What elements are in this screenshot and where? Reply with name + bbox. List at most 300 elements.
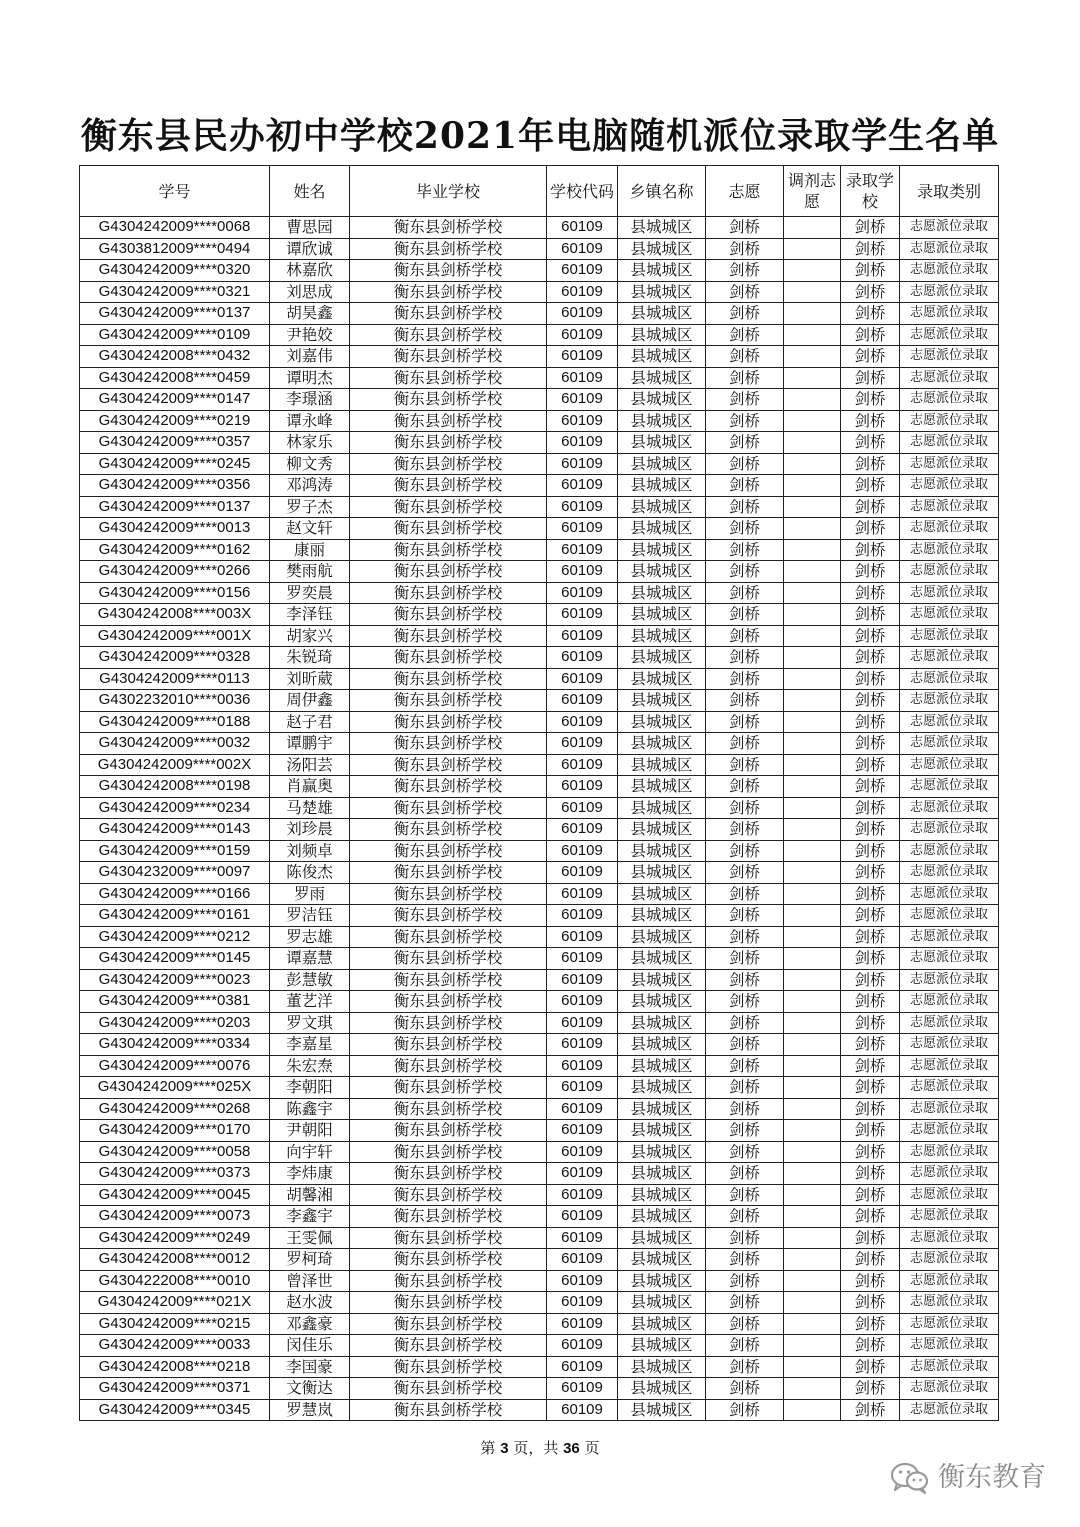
adjusted-preference-cell — [784, 862, 841, 884]
graduated-school-cell: 衡东县剑桥学校 — [350, 582, 547, 604]
admission-type-cell: 志愿派位录取 — [900, 883, 999, 905]
school-code-cell: 60109 — [547, 238, 618, 260]
student-name-cell: 刘昕葳 — [270, 668, 350, 690]
adjusted-preference-cell — [784, 238, 841, 260]
admission-type-cell: 志愿派位录取 — [900, 260, 999, 282]
student-id-cell: G4304242009****0212 — [80, 926, 270, 948]
school-code-cell: 60109 — [547, 453, 618, 475]
town-cell: 县城城区 — [618, 561, 706, 583]
town-cell: 县城城区 — [618, 948, 706, 970]
admission-type-cell: 志愿派位录取 — [900, 1378, 999, 1400]
admitted-school-cell: 剑桥 — [841, 1077, 900, 1099]
student-id-cell: G4304242009****0137 — [80, 496, 270, 518]
student-id-cell: G4303812009****0494 — [80, 238, 270, 260]
town-cell: 县城城区 — [618, 1098, 706, 1120]
graduated-school-cell: 衡东县剑桥学校 — [350, 1378, 547, 1400]
admitted-school-cell: 剑桥 — [841, 668, 900, 690]
admission-type-cell: 志愿派位录取 — [900, 1055, 999, 1077]
town-cell: 县城城区 — [618, 1034, 706, 1056]
town-cell: 县城城区 — [618, 797, 706, 819]
student-name-cell: 樊雨航 — [270, 561, 350, 583]
student-id-cell: G4304242009****0321 — [80, 281, 270, 303]
graduated-school-cell: 衡东县剑桥学校 — [350, 754, 547, 776]
admission-type-cell: 志愿派位录取 — [900, 1270, 999, 1292]
admitted-school-cell: 剑桥 — [841, 1335, 900, 1357]
graduated-school-cell: 衡东县剑桥学校 — [350, 711, 547, 733]
adjusted-preference-cell — [784, 668, 841, 690]
admission-table — [79, 165, 999, 1421]
student-name-cell: 肖赢奥 — [270, 776, 350, 798]
table-row — [80, 260, 999, 282]
preference-cell: 剑桥 — [706, 840, 784, 862]
graduated-school-cell: 衡东县剑桥学校 — [350, 1270, 547, 1292]
admission-type-cell: 志愿派位录取 — [900, 1098, 999, 1120]
table-row — [80, 948, 999, 970]
school-code-cell: 60109 — [547, 840, 618, 862]
admitted-school-cell: 剑桥 — [841, 496, 900, 518]
student-id-cell: G4304242009****0147 — [80, 389, 270, 411]
school-code-cell: 60109 — [547, 797, 618, 819]
preference-cell: 剑桥 — [706, 1249, 784, 1271]
town-cell: 县城城区 — [618, 862, 706, 884]
student-name-cell: 胡家兴 — [270, 625, 350, 647]
table-row — [80, 539, 999, 561]
student-name-cell: 谭嘉慧 — [270, 948, 350, 970]
column-header-school-code: 学校代码 — [547, 166, 618, 217]
student-name-cell: 朱锐琦 — [270, 647, 350, 669]
admission-type-cell: 志愿派位录取 — [900, 647, 999, 669]
admission-type-cell: 志愿派位录取 — [900, 969, 999, 991]
table-row — [80, 926, 999, 948]
student-name-cell: 罗洁钰 — [270, 905, 350, 927]
table-row — [80, 625, 999, 647]
school-code-cell: 60109 — [547, 668, 618, 690]
admission-type-cell: 志愿派位录取 — [900, 432, 999, 454]
admission-type-cell: 志愿派位录取 — [900, 518, 999, 540]
school-code-cell: 60109 — [547, 582, 618, 604]
student-id-cell: G4304242009****0076 — [80, 1055, 270, 1077]
admitted-school-cell: 剑桥 — [841, 625, 900, 647]
student-name-cell: 胡馨湘 — [270, 1184, 350, 1206]
student-id-cell: G4304242009****0159 — [80, 840, 270, 862]
adjusted-preference-cell — [784, 539, 841, 561]
graduated-school-cell: 衡东县剑桥学校 — [350, 1077, 547, 1099]
table-row — [80, 711, 999, 733]
admission-type-cell: 志愿派位录取 — [900, 1399, 999, 1421]
table-row — [80, 1399, 999, 1421]
school-code-cell: 60109 — [547, 776, 618, 798]
adjusted-preference-cell — [784, 1313, 841, 1335]
adjusted-preference-cell — [784, 518, 841, 540]
admission-type-cell: 志愿派位录取 — [900, 1077, 999, 1099]
preference-cell: 剑桥 — [706, 1335, 784, 1357]
town-cell: 县城城区 — [618, 260, 706, 282]
town-cell: 县城城区 — [618, 733, 706, 755]
town-cell: 县城城区 — [618, 1335, 706, 1357]
preference-cell: 剑桥 — [706, 905, 784, 927]
admitted-school-cell: 剑桥 — [841, 797, 900, 819]
column-header-student-id: 学号 — [80, 166, 270, 217]
student-id-cell: G4304242009****0219 — [80, 410, 270, 432]
student-id-cell: G4304242009****0045 — [80, 1184, 270, 1206]
school-code-cell: 60109 — [547, 1378, 618, 1400]
graduated-school-cell: 衡东县剑桥学校 — [350, 905, 547, 927]
adjusted-preference-cell — [784, 1206, 841, 1228]
table-row — [80, 969, 999, 991]
school-code-cell: 60109 — [547, 1120, 618, 1142]
student-name-cell: 赵文轩 — [270, 518, 350, 540]
adjusted-preference-cell — [784, 1077, 841, 1099]
table-row — [80, 1055, 999, 1077]
student-name-cell: 刘频卓 — [270, 840, 350, 862]
admitted-school-cell: 剑桥 — [841, 1034, 900, 1056]
graduated-school-cell: 衡东县剑桥学校 — [350, 625, 547, 647]
admitted-school-cell: 剑桥 — [841, 969, 900, 991]
adjusted-preference-cell — [784, 625, 841, 647]
adjusted-preference-cell — [784, 303, 841, 325]
adjusted-preference-cell — [784, 1055, 841, 1077]
town-cell: 县城城区 — [618, 1249, 706, 1271]
town-cell: 县城城区 — [618, 969, 706, 991]
town-cell: 县城城区 — [618, 303, 706, 325]
table-row — [80, 1292, 999, 1314]
preference-cell: 剑桥 — [706, 733, 784, 755]
admission-type-cell: 志愿派位录取 — [900, 926, 999, 948]
admission-type-cell: 志愿派位录取 — [900, 1335, 999, 1357]
student-name-cell: 向宇轩 — [270, 1141, 350, 1163]
student-id-cell: G4304242009****0058 — [80, 1141, 270, 1163]
student-id-cell: G4304242009****0166 — [80, 883, 270, 905]
town-cell: 县城城区 — [618, 690, 706, 712]
student-name-cell: 柳文秀 — [270, 453, 350, 475]
town-cell: 县城城区 — [618, 668, 706, 690]
student-id-cell: G4304242009****0068 — [80, 217, 270, 239]
column-header-town: 乡镇名称 — [618, 166, 706, 217]
adjusted-preference-cell — [784, 1012, 841, 1034]
student-id-cell: G4304242009****0371 — [80, 1378, 270, 1400]
adjusted-preference-cell — [784, 883, 841, 905]
student-name-cell: 李嘉星 — [270, 1034, 350, 1056]
adjusted-preference-cell — [784, 1141, 841, 1163]
town-cell: 县城城区 — [618, 410, 706, 432]
table-row — [80, 496, 999, 518]
table-row — [80, 690, 999, 712]
adjusted-preference-cell — [784, 582, 841, 604]
preference-cell: 剑桥 — [706, 1313, 784, 1335]
student-name-cell: 赵水波 — [270, 1292, 350, 1314]
admission-type-cell: 志愿派位录取 — [900, 1356, 999, 1378]
school-code-cell: 60109 — [547, 389, 618, 411]
school-code-cell: 60109 — [547, 1077, 618, 1099]
school-code-cell: 60109 — [547, 1206, 618, 1228]
table-row — [80, 1227, 999, 1249]
preference-cell: 剑桥 — [706, 1055, 784, 1077]
table-row — [80, 1249, 999, 1271]
admission-type-cell: 志愿派位录取 — [900, 475, 999, 497]
admission-type-cell: 志愿派位录取 — [900, 238, 999, 260]
student-id-cell: G4304242009****0032 — [80, 733, 270, 755]
graduated-school-cell: 衡东县剑桥学校 — [350, 1055, 547, 1077]
admitted-school-cell: 剑桥 — [841, 1163, 900, 1185]
student-name-cell: 李炜康 — [270, 1163, 350, 1185]
table-row — [80, 1163, 999, 1185]
student-id-cell: G4304242008****0432 — [80, 346, 270, 368]
preference-cell: 剑桥 — [706, 432, 784, 454]
adjusted-preference-cell — [784, 1292, 841, 1314]
table-row — [80, 905, 999, 927]
school-code-cell: 60109 — [547, 647, 618, 669]
adjusted-preference-cell — [784, 797, 841, 819]
graduated-school-cell: 衡东县剑桥学校 — [350, 1206, 547, 1228]
graduated-school-cell: 衡东县剑桥学校 — [350, 1313, 547, 1335]
student-id-cell: G4304242008****0459 — [80, 367, 270, 389]
school-code-cell: 60109 — [547, 1098, 618, 1120]
graduated-school-cell: 衡东县剑桥学校 — [350, 367, 547, 389]
adjusted-preference-cell — [784, 1163, 841, 1185]
student-id-cell: G4304242009****0113 — [80, 668, 270, 690]
graduated-school-cell: 衡东县剑桥学校 — [350, 389, 547, 411]
student-name-cell: 赵子君 — [270, 711, 350, 733]
graduated-school-cell: 衡东县剑桥学校 — [350, 776, 547, 798]
adjusted-preference-cell — [784, 367, 841, 389]
admitted-school-cell: 剑桥 — [841, 604, 900, 626]
preference-cell: 剑桥 — [706, 539, 784, 561]
graduated-school-cell: 衡东县剑桥学校 — [350, 1120, 547, 1142]
page-footer-suffix: 页 — [579, 1439, 600, 1457]
preference-cell: 剑桥 — [706, 1120, 784, 1142]
school-code-cell: 60109 — [547, 883, 618, 905]
school-code-cell: 60109 — [547, 432, 618, 454]
graduated-school-cell: 衡东县剑桥学校 — [350, 539, 547, 561]
admitted-school-cell: 剑桥 — [841, 1120, 900, 1142]
town-cell: 县城城区 — [618, 1055, 706, 1077]
table-row — [80, 432, 999, 454]
admitted-school-cell: 剑桥 — [841, 453, 900, 475]
admission-type-cell: 志愿派位录取 — [900, 1163, 999, 1185]
admission-type-cell: 志愿派位录取 — [900, 410, 999, 432]
table-row — [80, 281, 999, 303]
student-id-cell: G4304242009****0357 — [80, 432, 270, 454]
student-name-cell: 彭慧敏 — [270, 969, 350, 991]
graduated-school-cell: 衡东县剑桥学校 — [350, 217, 547, 239]
town-cell: 县城城区 — [618, 1206, 706, 1228]
table-row — [80, 561, 999, 583]
admitted-school-cell: 剑桥 — [841, 518, 900, 540]
table-row — [80, 389, 999, 411]
table-row — [80, 1077, 999, 1099]
student-name-cell: 陈俊杰 — [270, 862, 350, 884]
admission-type-cell: 志愿派位录取 — [900, 324, 999, 346]
adjusted-preference-cell — [784, 432, 841, 454]
graduated-school-cell: 衡东县剑桥学校 — [350, 303, 547, 325]
town-cell: 县城城区 — [618, 1292, 706, 1314]
adjusted-preference-cell — [784, 389, 841, 411]
school-code-cell: 60109 — [547, 862, 618, 884]
preference-cell: 剑桥 — [706, 324, 784, 346]
admitted-school-cell: 剑桥 — [841, 948, 900, 970]
adjusted-preference-cell — [784, 905, 841, 927]
table-row — [80, 1335, 999, 1357]
preference-cell: 剑桥 — [706, 604, 784, 626]
admission-type-cell: 志愿派位录取 — [900, 625, 999, 647]
admitted-school-cell: 剑桥 — [841, 733, 900, 755]
school-code-cell: 60109 — [547, 367, 618, 389]
preference-cell: 剑桥 — [706, 217, 784, 239]
town-cell: 县城城区 — [618, 1120, 706, 1142]
admitted-school-cell: 剑桥 — [841, 1055, 900, 1077]
town-cell: 县城城区 — [618, 840, 706, 862]
student-id-cell: G4304242009****0143 — [80, 819, 270, 841]
graduated-school-cell: 衡东县剑桥学校 — [350, 969, 547, 991]
town-cell: 县城城区 — [618, 1227, 706, 1249]
student-id-cell: G4304242009****025X — [80, 1077, 270, 1099]
student-id-cell: G4304242009****0188 — [80, 711, 270, 733]
admitted-school-cell: 剑桥 — [841, 367, 900, 389]
school-code-cell: 60109 — [547, 1399, 618, 1421]
student-name-cell: 邓鑫豪 — [270, 1313, 350, 1335]
table-row — [80, 604, 999, 626]
table-row — [80, 1356, 999, 1378]
student-name-cell: 谭明杰 — [270, 367, 350, 389]
preference-cell: 剑桥 — [706, 281, 784, 303]
town-cell: 县城城区 — [618, 604, 706, 626]
preference-cell: 剑桥 — [706, 776, 784, 798]
column-header-preference: 志愿 — [706, 166, 784, 217]
preference-cell: 剑桥 — [706, 1034, 784, 1056]
school-code-cell: 60109 — [547, 260, 618, 282]
adjusted-preference-cell — [784, 281, 841, 303]
student-name-cell: 马楚雄 — [270, 797, 350, 819]
admission-type-cell: 志愿派位录取 — [900, 1141, 999, 1163]
graduated-school-cell: 衡东县剑桥学校 — [350, 733, 547, 755]
graduated-school-cell: 衡东县剑桥学校 — [350, 238, 547, 260]
table-row — [80, 238, 999, 260]
admission-type-cell: 志愿派位录取 — [900, 754, 999, 776]
school-code-cell: 60109 — [547, 1141, 618, 1163]
preference-cell: 剑桥 — [706, 1141, 784, 1163]
student-id-cell: G4304242008****0198 — [80, 776, 270, 798]
admission-type-cell: 志愿派位录取 — [900, 733, 999, 755]
admitted-school-cell: 剑桥 — [841, 862, 900, 884]
admission-type-cell: 志愿派位录取 — [900, 1292, 999, 1314]
adjusted-preference-cell — [784, 1227, 841, 1249]
admitted-school-cell: 剑桥 — [841, 432, 900, 454]
admission-type-cell: 志愿派位录取 — [900, 1227, 999, 1249]
adjusted-preference-cell — [784, 969, 841, 991]
graduated-school-cell: 衡东县剑桥学校 — [350, 1163, 547, 1185]
preference-cell: 剑桥 — [706, 1399, 784, 1421]
preference-cell: 剑桥 — [706, 690, 784, 712]
table-row — [80, 754, 999, 776]
preference-cell: 剑桥 — [706, 754, 784, 776]
adjusted-preference-cell — [784, 1098, 841, 1120]
column-header-admitted-school: 录取学校 — [841, 166, 900, 217]
admitted-school-cell: 剑桥 — [841, 346, 900, 368]
table-row — [80, 1034, 999, 1056]
admission-type-cell: 志愿派位录取 — [900, 948, 999, 970]
page-footer-middle: 页，共 — [508, 1439, 564, 1457]
school-code-cell: 60109 — [547, 496, 618, 518]
adjusted-preference-cell — [784, 819, 841, 841]
graduated-school-cell: 衡东县剑桥学校 — [350, 690, 547, 712]
table-row — [80, 647, 999, 669]
admitted-school-cell: 剑桥 — [841, 1292, 900, 1314]
admitted-school-cell: 剑桥 — [841, 324, 900, 346]
graduated-school-cell: 衡东县剑桥学校 — [350, 1141, 547, 1163]
admission-type-cell: 志愿派位录取 — [900, 668, 999, 690]
town-cell: 县城城区 — [618, 819, 706, 841]
graduated-school-cell: 衡东县剑桥学校 — [350, 948, 547, 970]
student-id-cell: G4304242009****0356 — [80, 475, 270, 497]
school-code-cell: 60109 — [547, 948, 618, 970]
school-code-cell: 60109 — [547, 475, 618, 497]
table-header-row — [80, 166, 999, 217]
school-code-cell: 60109 — [547, 281, 618, 303]
preference-cell: 剑桥 — [706, 883, 784, 905]
admitted-school-cell: 剑桥 — [841, 754, 900, 776]
student-id-cell: G4304242009****0162 — [80, 539, 270, 561]
student-name-cell: 罗柯琦 — [270, 1249, 350, 1271]
student-name-cell: 刘珍晨 — [270, 819, 350, 841]
school-code-cell: 60109 — [547, 1335, 618, 1357]
student-name-cell: 罗文琪 — [270, 1012, 350, 1034]
graduated-school-cell: 衡东县剑桥学校 — [350, 518, 547, 540]
total-page-count: 36 — [563, 1440, 580, 1457]
student-id-cell: G4304242009****0249 — [80, 1227, 270, 1249]
student-id-cell: G4304242009****0320 — [80, 260, 270, 282]
adjusted-preference-cell — [784, 1184, 841, 1206]
student-name-cell: 汤阳芸 — [270, 754, 350, 776]
student-name-cell: 罗慧岚 — [270, 1399, 350, 1421]
town-cell: 县城城区 — [618, 883, 706, 905]
student-name-cell: 邓鸿涛 — [270, 475, 350, 497]
student-name-cell: 尹朝阳 — [270, 1120, 350, 1142]
account-name: 衡东教育 — [938, 1462, 1046, 1493]
student-id-cell: G4304242009****0215 — [80, 1313, 270, 1335]
school-code-cell: 60109 — [547, 733, 618, 755]
adjusted-preference-cell — [784, 1120, 841, 1142]
graduated-school-cell: 衡东县剑桥学校 — [350, 260, 547, 282]
town-cell: 县城城区 — [618, 367, 706, 389]
preference-cell: 剑桥 — [706, 1077, 784, 1099]
school-code-cell: 60109 — [547, 1249, 618, 1271]
adjusted-preference-cell — [784, 217, 841, 239]
graduated-school-cell: 衡东县剑桥学校 — [350, 432, 547, 454]
graduated-school-cell: 衡东县剑桥学校 — [350, 1034, 547, 1056]
town-cell: 县城城区 — [618, 754, 706, 776]
town-cell: 县城城区 — [618, 1356, 706, 1378]
admission-type-cell: 志愿派位录取 — [900, 690, 999, 712]
admission-type-cell: 志愿派位录取 — [900, 582, 999, 604]
adjusted-preference-cell — [784, 840, 841, 862]
preference-cell: 剑桥 — [706, 1227, 784, 1249]
admitted-school-cell: 剑桥 — [841, 260, 900, 282]
town-cell: 县城城区 — [618, 1399, 706, 1421]
admission-type-cell: 志愿派位录取 — [900, 1206, 999, 1228]
student-name-cell: 李朝阳 — [270, 1077, 350, 1099]
student-id-cell: G4304222008****0010 — [80, 1270, 270, 1292]
preference-cell: 剑桥 — [706, 819, 784, 841]
admitted-school-cell: 剑桥 — [841, 1227, 900, 1249]
school-code-cell: 60109 — [547, 1270, 618, 1292]
town-cell: 县城城区 — [618, 346, 706, 368]
graduated-school-cell: 衡东县剑桥学校 — [350, 453, 547, 475]
column-header-name: 姓名 — [270, 166, 350, 217]
preference-cell: 剑桥 — [706, 625, 784, 647]
admitted-school-cell: 剑桥 — [841, 819, 900, 841]
wechat-icon — [890, 1461, 930, 1495]
town-cell: 县城城区 — [618, 432, 706, 454]
